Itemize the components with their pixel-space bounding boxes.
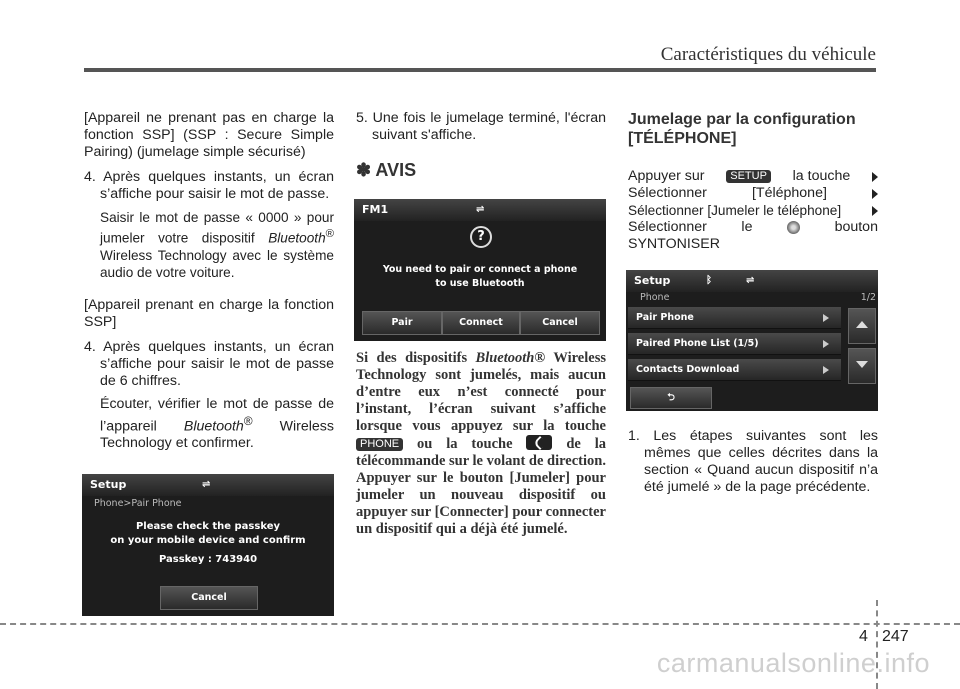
step-4-no-ssp: 4. Après quelques instants, un écran s’affiche pour saisir le mot de passe. <box>84 169 334 202</box>
step-text: Appuyer sur <box>628 168 705 184</box>
passkey-screen <box>82 474 334 616</box>
setup-key-badge: SETUP <box>726 170 771 183</box>
notice-text-3: ou la touche <box>417 436 513 452</box>
breadcrumb: Phone>Pair Phone <box>94 498 182 509</box>
passkey-message-1: Please check the passkey <box>135 521 281 532</box>
tune-knob-icon <box>787 221 800 234</box>
footer-rule <box>0 623 960 625</box>
scroll-down-button[interactable] <box>848 348 876 384</box>
chapter-number: 4 <box>859 628 868 645</box>
page-number: 247 <box>882 628 909 645</box>
scroll-up-button[interactable] <box>848 308 876 344</box>
menu-item-pair-phone[interactable] <box>628 307 841 329</box>
pair-button[interactable]: Pair <box>362 311 442 335</box>
arrow-up-icon <box>856 321 868 328</box>
bluetooth-icon: ᛒ <box>706 275 712 286</box>
notice-heading: ✽ AVIS <box>356 160 417 180</box>
step-select-phone <box>628 185 878 202</box>
help-icon: ? <box>470 226 492 248</box>
menu-item-paired-list[interactable] <box>628 333 841 355</box>
screen-title: Setup <box>90 478 127 491</box>
listen-text: Écouter, vérifier le mot de passe de l’appareil <box>100 395 334 435</box>
header-rule <box>84 68 876 72</box>
passcode-text-2: Wireless Technology avec le système audio de votre voiture. <box>100 247 334 280</box>
phone-call-icon <box>526 435 552 450</box>
step-text-2: le <box>741 219 753 235</box>
menu-item-label: Contacts Download <box>636 364 740 375</box>
step-5: 5. Une fois le jumelage terminé, l'écran suivant s'affiche. <box>356 110 606 143</box>
step-text: Sélectionner [Jumeler le téléphone] <box>628 203 842 218</box>
arrow-right-icon <box>872 206 878 216</box>
message-line-1: You need to pair or connect a phone <box>382 264 578 275</box>
back-button[interactable] <box>630 387 712 409</box>
menu-item-label: Pair Phone <box>636 312 694 323</box>
reg-mark: ® <box>325 228 335 240</box>
passcode-text: Saisir le mot de passe « 0000 » pour jumeler votre dispositif <box>100 210 334 246</box>
step-tune-label: SYNTONISER <box>628 236 720 252</box>
paragraph-no-ssp: [Appareil ne prenant pas en charge la fonction SSP] (SSP : Secure Simple Pairing) (jumelage simple sécurisé) <box>84 110 334 160</box>
chevron-right-icon <box>823 366 829 374</box>
chevron-right-icon <box>823 340 829 348</box>
menu-item-contacts-download[interactable] <box>628 359 841 381</box>
listen-note <box>84 396 334 453</box>
column-3 <box>628 110 878 253</box>
notice-text-2: Wireless Technology sont jumelés, mais aucun d’entre eux n’est connecté pour l’instant, l’écran suivant s’affiche lorsque vous appuyez sur la touche <box>356 350 606 434</box>
breadcrumb: Phone <box>640 292 670 303</box>
screen-title-bar <box>82 474 334 496</box>
step-4-ssp: 4. Après quelques instants, un écran s’affiche pour saisir le mot de passe de 6 chiffres. <box>84 338 334 389</box>
step-text-3: bouton <box>834 219 878 235</box>
setup-phone-screen <box>626 270 878 411</box>
step-select-tune <box>628 219 878 236</box>
arrow-right-icon <box>872 172 878 182</box>
step-1: 1. Les étapes suivantes sont les mêmes que celles décrites dans la section « Quand aucun dispositif n’a été jumelé » de la page précédente. <box>628 428 878 495</box>
column-3-bottom <box>628 428 878 502</box>
chevron-right-icon <box>823 314 829 322</box>
usb-icon: ⇌ <box>746 275 755 286</box>
step-press-setup <box>628 168 878 185</box>
passkey-value: Passkey : 743940 <box>158 554 258 565</box>
step-select-pair <box>628 202 878 219</box>
screen-title: Setup <box>634 274 671 287</box>
step-text-2: la touche <box>792 168 851 184</box>
screen-title-bar <box>626 270 878 292</box>
bluetooth-term-2: Bluetooth <box>183 418 244 435</box>
reg-mark-2: ® <box>243 413 253 428</box>
connect-button[interactable]: Connect <box>442 311 520 335</box>
notice-text-4: de la télécommande sur le volant de direction. <box>356 436 607 469</box>
arrow-right-icon <box>872 189 878 199</box>
listen-text-2: Wireless Technology et confirmer. <box>100 418 334 452</box>
column-1 <box>84 110 334 460</box>
passkey-message-2: on your mobile device and confirm <box>110 535 306 546</box>
step-text-2: [Téléphone] <box>751 185 827 201</box>
screen-title: FM1 <box>362 203 389 216</box>
message-line-2: to use Bluetooth <box>435 278 525 289</box>
notice-body <box>356 350 606 546</box>
page-indicator: 1/2 <box>860 292 876 303</box>
step-text: Sélectionner <box>628 219 707 235</box>
passcode-note <box>84 209 334 281</box>
step-text: Sélectionner <box>628 185 707 201</box>
cancel-button[interactable]: Cancel <box>520 311 600 335</box>
section-heading: Jumelage par la configuration [TÉLÉPHONE] <box>628 111 856 147</box>
bluetooth-term: Bluetooth® <box>475 350 546 366</box>
paragraph-ssp: [Appareil prenant en charge la fonction SSP] <box>84 296 334 330</box>
watermark: carmanualsonline.info <box>656 648 930 678</box>
notice-paragraph-2: Appuyer sur le bouton [Jumeler] pour jumeler un nouveau dispositif ou appuyer sur [Connecter] pour connecter un dispositif qui a déjà été jumelé. <box>356 470 606 537</box>
screen-title-bar <box>354 199 606 221</box>
bluetooth-term: Bluetooth <box>268 230 326 246</box>
cancel-button[interactable]: Cancel <box>160 586 258 610</box>
arrow-down-icon <box>856 361 868 368</box>
column-2 <box>356 110 606 193</box>
usb-icon: ⇌ <box>202 479 211 490</box>
menu-item-label: Paired Phone List (1/5) <box>636 338 759 349</box>
pair-connect-screen <box>354 199 606 341</box>
usb-icon: ⇌ <box>476 204 485 215</box>
phone-key-badge: PHONE <box>356 438 403 451</box>
notice-text-1: Si des dispositifs <box>356 350 468 366</box>
back-arrow-icon: ⮌ <box>667 392 675 403</box>
notice-paragraph-1 <box>356 350 606 470</box>
page-header-title: Caractéristiques du véhicule <box>660 44 876 65</box>
